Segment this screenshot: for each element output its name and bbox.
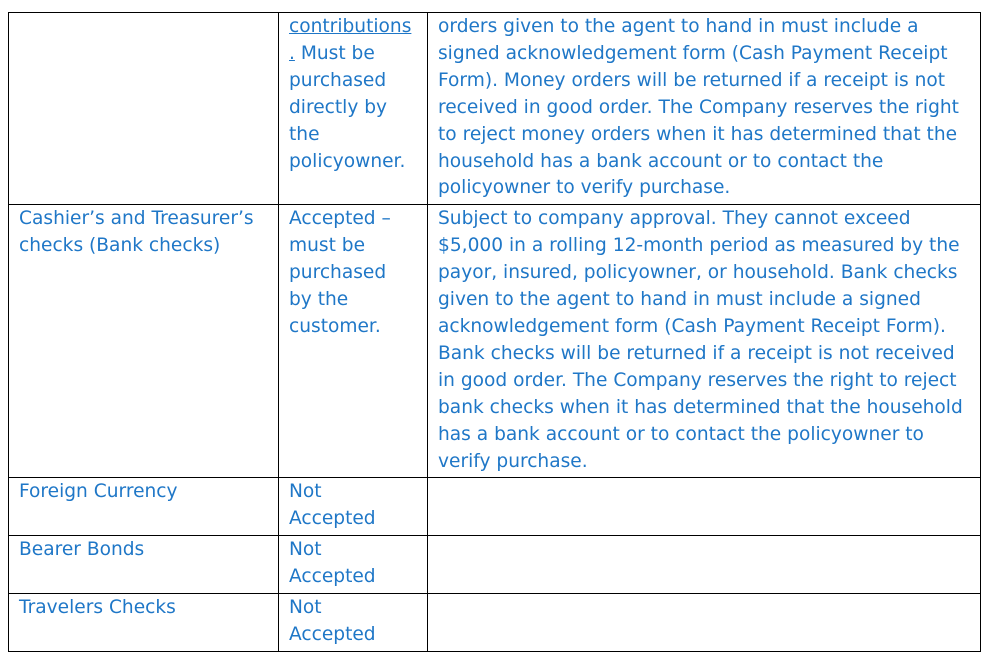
status-rest-text: Must be purchased directly by the policyowner.	[289, 42, 406, 172]
table-row	[9, 536, 981, 594]
acceptance-status-cell	[279, 13, 428, 205]
payment-type-cell: Travelers Checks	[9, 594, 279, 652]
table-row	[9, 13, 981, 205]
table-row	[9, 594, 981, 652]
table-row	[9, 478, 981, 536]
conditions-cell	[428, 594, 981, 652]
acceptance-status-cell: Not Accepted	[279, 594, 428, 652]
conditions-cell: orders given to the agent to hand in must include a signed acknowledgement form (Cash Payment Receipt Form). Money orders will be returned if a receipt is not received in good order. The Company reserves the right to reject money orders when it has determined that the household has a bank account or to contact the policyowner to verify purchase.	[428, 13, 981, 205]
acceptance-status-cell: Not Accepted	[279, 536, 428, 594]
payment-type-cell	[9, 13, 279, 205]
conditions-cell: Subject to company approval. They cannot exceed $5,000 in a rolling 12-month period as measured by the payor, insured, policyowner, or household. Bank checks given to the agent to hand in must include a signed acknowledgement form (Cash Payment Receipt Form). Bank checks will be returned if a receipt is not received in good order. The Company reserves the right to reject bank checks when it has determined that the household has a bank account or to contact the policyowner to verify purchase.	[428, 205, 981, 478]
status-underlined-dot: .	[289, 42, 295, 64]
conditions-cell	[428, 536, 981, 594]
payment-methods-table	[8, 12, 981, 652]
conditions-cell	[428, 478, 981, 536]
payment-type-cell: Bearer Bonds	[9, 536, 279, 594]
status-underlined-text: contributions	[289, 16, 412, 37]
table-row	[9, 205, 981, 478]
payment-type-cell: Cashier’s and Treasurer’s checks (Bank checks)	[9, 205, 279, 478]
acceptance-status-cell: Accepted – must be purchased by the customer.	[279, 205, 428, 478]
acceptance-status-cell: Not Accepted	[279, 478, 428, 536]
payment-type-cell: Foreign Currency	[9, 478, 279, 536]
